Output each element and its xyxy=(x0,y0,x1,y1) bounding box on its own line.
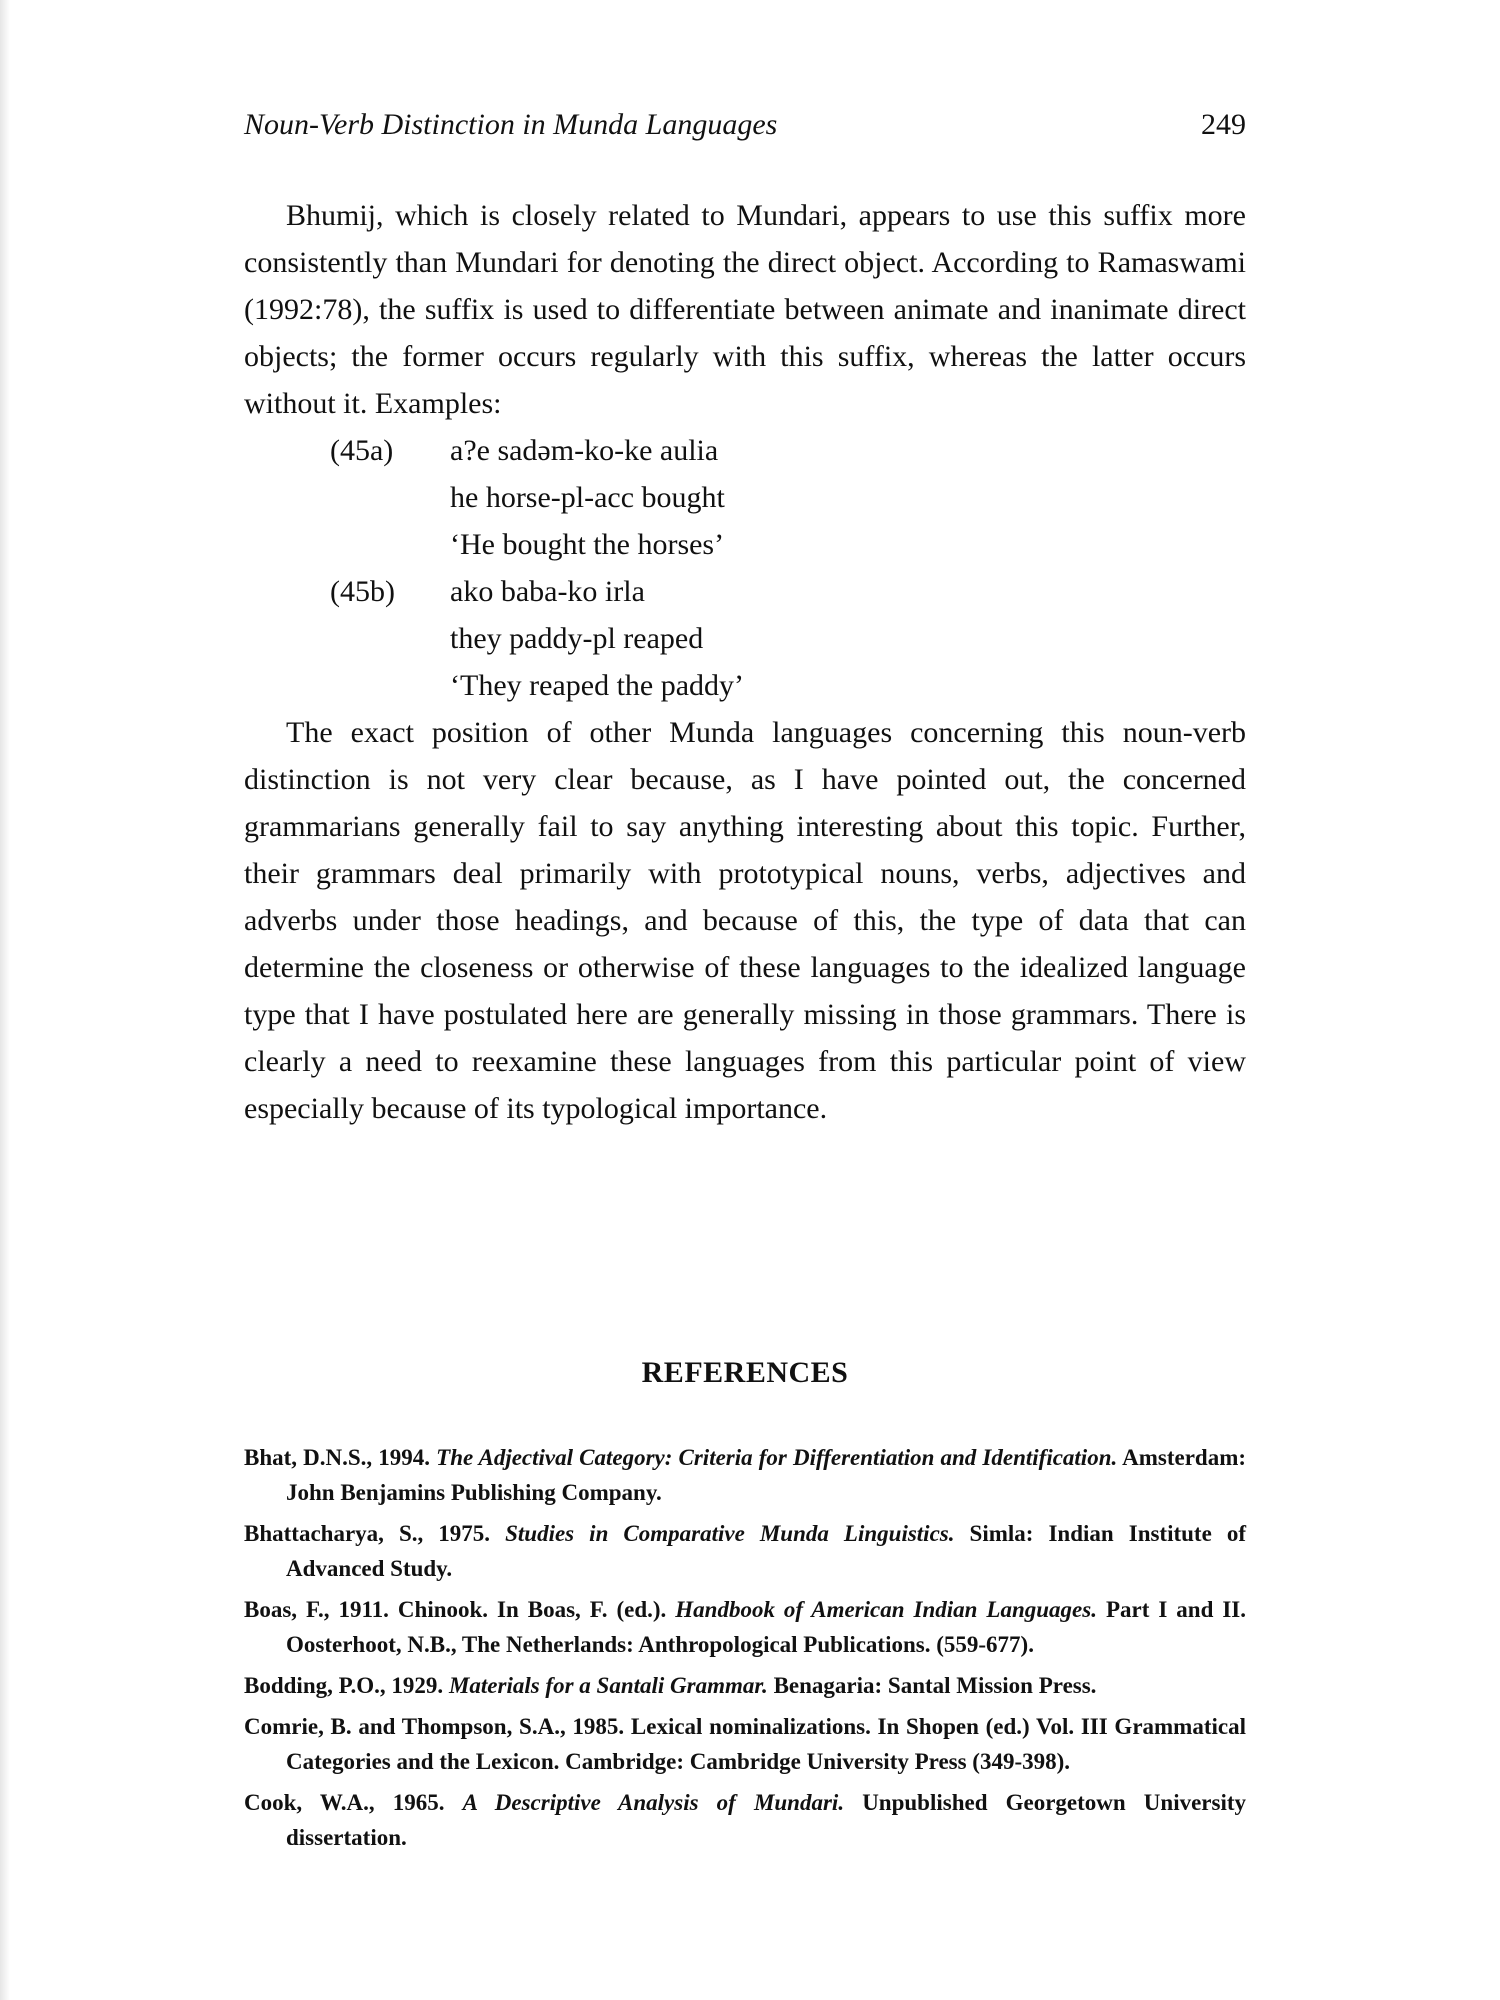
running-head xyxy=(244,108,1246,148)
example-text-line: a?e sadəm-ko-ke aulia xyxy=(450,434,719,467)
paragraph-munda-position: The exact position of other Munda languages concerning this noun-verb distinction is not very clear because, as I have pointed out, the concerned grammarians generally fail to say anything interesting about this topic. Further, their grammars deal primarily with prototypical nouns, verbs, adjectives and adverbs under those headings, and because of this, the type of data that can determine the closeness or otherwise of these languages to the idealized language type that I have postulated here are generally missing in those grammars. There is clearly a need to reexamine these languages from this particular point of view especially because of its typological importance. xyxy=(244,716,1246,1125)
references-heading: REFERENCES xyxy=(641,1356,849,1389)
references-list xyxy=(244,1440,1246,1861)
book-page xyxy=(244,0,1246,2000)
reference-author: Bhattacharya, S., 1975. xyxy=(244,1521,506,1546)
running-title: Noun-Verb Distinction in Munda Languages xyxy=(244,108,778,141)
reference-item xyxy=(244,1668,1246,1703)
example-gloss-line: they paddy-pl reaped xyxy=(450,622,704,655)
example-45a xyxy=(244,427,1246,568)
example-gloss-line: he horse-pl-acc bought xyxy=(450,481,725,514)
reference-item xyxy=(244,1592,1246,1662)
page-edge-shadow xyxy=(0,0,10,2000)
reference-details: Unpublished Georgetown University dissertation. xyxy=(286,1790,1246,1850)
reference-title: Handbook of American Indian Languages. xyxy=(675,1597,1097,1622)
example-translation-line: ‘He bought the horses’ xyxy=(450,528,725,561)
reference-item xyxy=(244,1440,1246,1510)
reference-author: Bhat, D.N.S., 1994. xyxy=(244,1445,437,1470)
example-translation-line: ‘They reaped the paddy’ xyxy=(450,669,745,702)
reference-title: A Descriptive Analysis of Mundari. xyxy=(462,1790,845,1815)
reference-author: Boas, F., 1911. Chinook. In Boas, F. (ed.). xyxy=(244,1597,676,1622)
reference-title: Studies in Comparative Munda Linguistics. xyxy=(505,1521,955,1546)
reference-author: Comrie, B. and Thompson, S.A., 1985. Lexical nominalizations. In Shopen (ed.) Vol. III Grammatical Categories and the Lexicon. Cambridge: Cambridge University Press (349-398). xyxy=(244,1714,1246,1774)
reference-title: The Adjectival Category: Criteria for Differentiation and Identification. xyxy=(436,1445,1118,1470)
example-list xyxy=(244,427,1246,709)
example-text-line: ako baba-ko irla xyxy=(450,575,645,608)
example-label: (45b) xyxy=(330,575,395,608)
reference-author: Cook, W.A., 1965. xyxy=(244,1790,463,1815)
reference-details: Benagaria: Santal Mission Press. xyxy=(767,1673,1097,1698)
reference-author: Bodding, P.O., 1929. xyxy=(244,1673,449,1698)
reference-item xyxy=(244,1516,1246,1586)
reference-details: Simla: Indian Institute of Advanced Study. xyxy=(286,1521,1247,1581)
example-label: (45a) xyxy=(330,434,394,467)
reference-title: Materials for a Santali Grammar. xyxy=(448,1673,768,1698)
example-45b xyxy=(244,568,1246,709)
page-number: 249 xyxy=(1201,108,1246,141)
paragraph-bhumij: Bhumij, which is closely related to Mundari, appears to use this suffix more consistently than Mundari for denoting the direct object. According to Ramaswami (1992:78), the suffix is used to differentiate between animate and inanimate direct objects; the former occurs regularly with this suffix, whereas the latter occurs without it. Examples: xyxy=(244,199,1246,420)
body-text xyxy=(244,192,1246,1132)
reference-item xyxy=(244,1709,1246,1779)
reference-item xyxy=(244,1785,1246,1855)
reference-details: Amsterdam: John Benjamins Publishing Company. xyxy=(286,1445,1247,1505)
reference-details: Part I and II. Oosterhoot, N.B., The Netherlands: Anthropological Publications. (559-677). xyxy=(286,1597,1247,1657)
